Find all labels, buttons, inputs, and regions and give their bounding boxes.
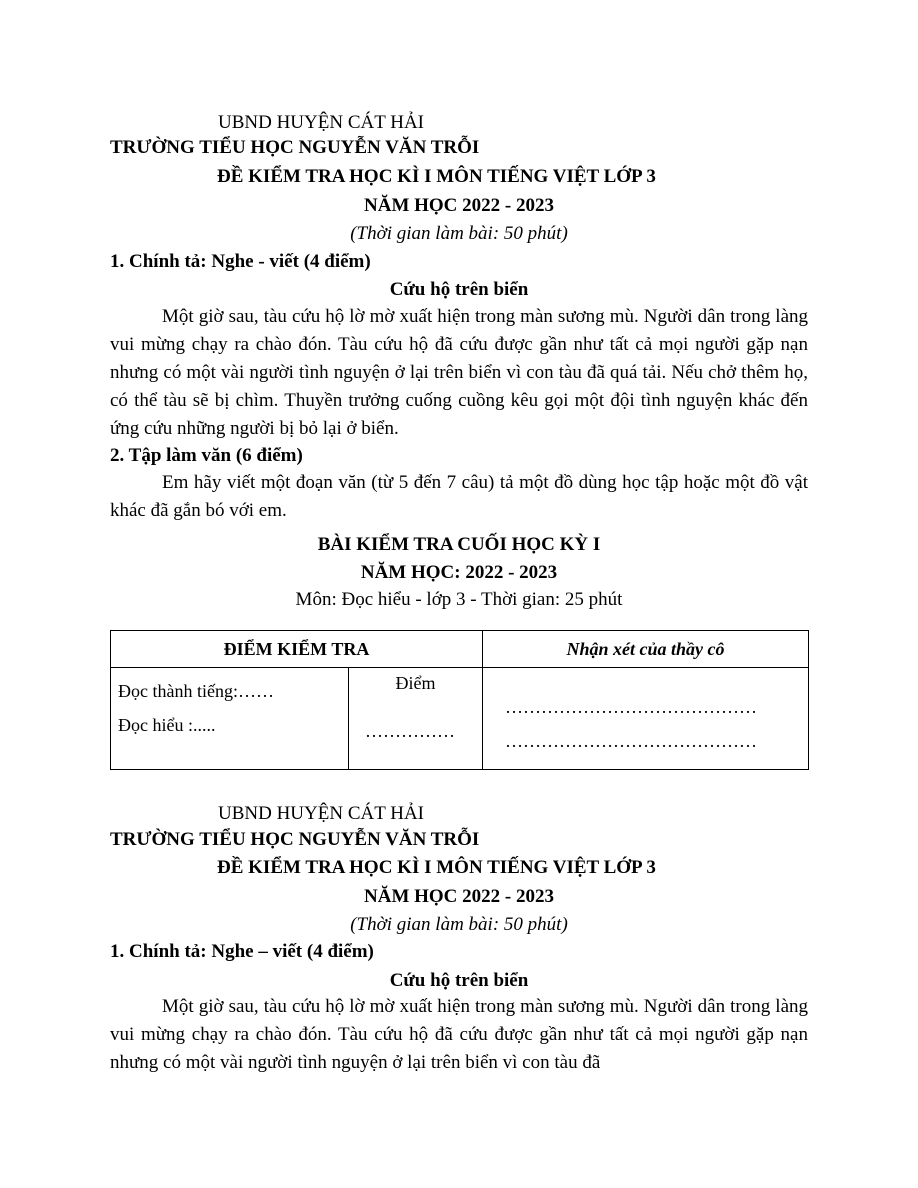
section-dictation-heading: 1. Chính tả: Nghe - viết (4 điểm) [110, 251, 371, 272]
read-aloud-label: Đọc thành tiếng:…… [118, 681, 274, 701]
school-name: TRƯỜNG TIỂU HỌC NGUYỄN VĂN TRỖI [110, 137, 480, 158]
exam-title-2: ĐỀ KIỂM TRA HỌC KÌ I MÔN TIẾNG VIỆT LỚP 3 [217, 857, 656, 878]
score-label: Điểm [395, 673, 436, 693]
time-allowed: (Thời gian làm bài: 50 phút) [350, 223, 568, 244]
story-title: Cứu hộ trên biển [389, 279, 529, 300]
story-title-2: Cứu hộ trên biển [389, 970, 529, 991]
comment-cell [483, 668, 809, 770]
comment-line-2: …………………………………… [505, 731, 757, 751]
score-blank: …………… [365, 721, 455, 741]
story-paragraph-2: Một giờ sau, tàu cứu hộ lờ mờ xuất hiện trong màn sương mù. Người dân trong làng vui mừng chạy ra chào đón. Tàu cứu hộ đã cứu được gần như tất cả mọi người gặp nạn nhưng có một vài người tình nguyện ở lại trên biển vì con tàu đã [110, 996, 808, 1073]
section-dictation-heading-2: 1. Chính tả: Nghe – viết (4 điểm) [110, 941, 374, 962]
time-allowed-2: (Thời gian làm bài: 50 phút) [350, 914, 568, 935]
test-title: BÀI KIỂM TRA CUỐI HỌC KỲ I [317, 534, 601, 555]
score-header: ĐIỂM KIỂM TRA [111, 631, 483, 668]
school-year: NĂM HỌC 2022 - 2023 [364, 195, 554, 216]
department-name-2: UBND HUYỆN CÁT HẢI [218, 803, 425, 824]
exam-title: ĐỀ KIỂM TRA HỌC KÌ I MÔN TIẾNG VIỆT LỚP 3 [217, 166, 656, 187]
essay-prompt: Em hãy viết một đoạn văn (từ 5 đến 7 câu) tả một đồ dùng học tập hoặc một đồ vật khác đã gắn bó với em. [110, 472, 808, 521]
test-year: NĂM HỌC: 2022 - 2023 [360, 562, 558, 583]
comment-line-1: …………………………………… [505, 697, 757, 717]
comment-header: Nhận xét của thầy cô [483, 631, 809, 668]
story-paragraph: Một giờ sau, tàu cứu hộ lờ mờ xuất hiện trong màn sương mù. Người dân trong làng vui mừng chạy ra chào đón. Tàu cứu hộ đã cứu được gần như tất cả mọi người gặp nạn nhưng có một vài người tình nguyện ở lại trên biển vì con tàu đã quá tải. Nếu chở thêm họ, có thể tàu sẽ bị chìm. Thuyền trưởng cuống cuồng kêu gọi một đội tình nguyện khác đến ứng cứu những người bị bỏ lại ở biển. [110, 306, 808, 439]
school-name-2: TRƯỜNG TIỂU HỌC NGUYỄN VĂN TRỖI [110, 829, 480, 850]
department-name: UBND HUYỆN CÁT HẢI [218, 112, 425, 133]
school-year-2: NĂM HỌC 2022 - 2023 [364, 886, 554, 907]
section-essay-heading: 2. Tập làm văn (6 điểm) [110, 445, 303, 466]
test-subject: Môn: Đọc hiểu - lớp 3 - Thời gian: 25 phút [295, 589, 623, 610]
reading-cell [111, 668, 349, 770]
score-table [110, 630, 809, 770]
score-cell [349, 668, 483, 770]
read-comprehension-label: Đọc hiểu :..... [118, 715, 216, 735]
